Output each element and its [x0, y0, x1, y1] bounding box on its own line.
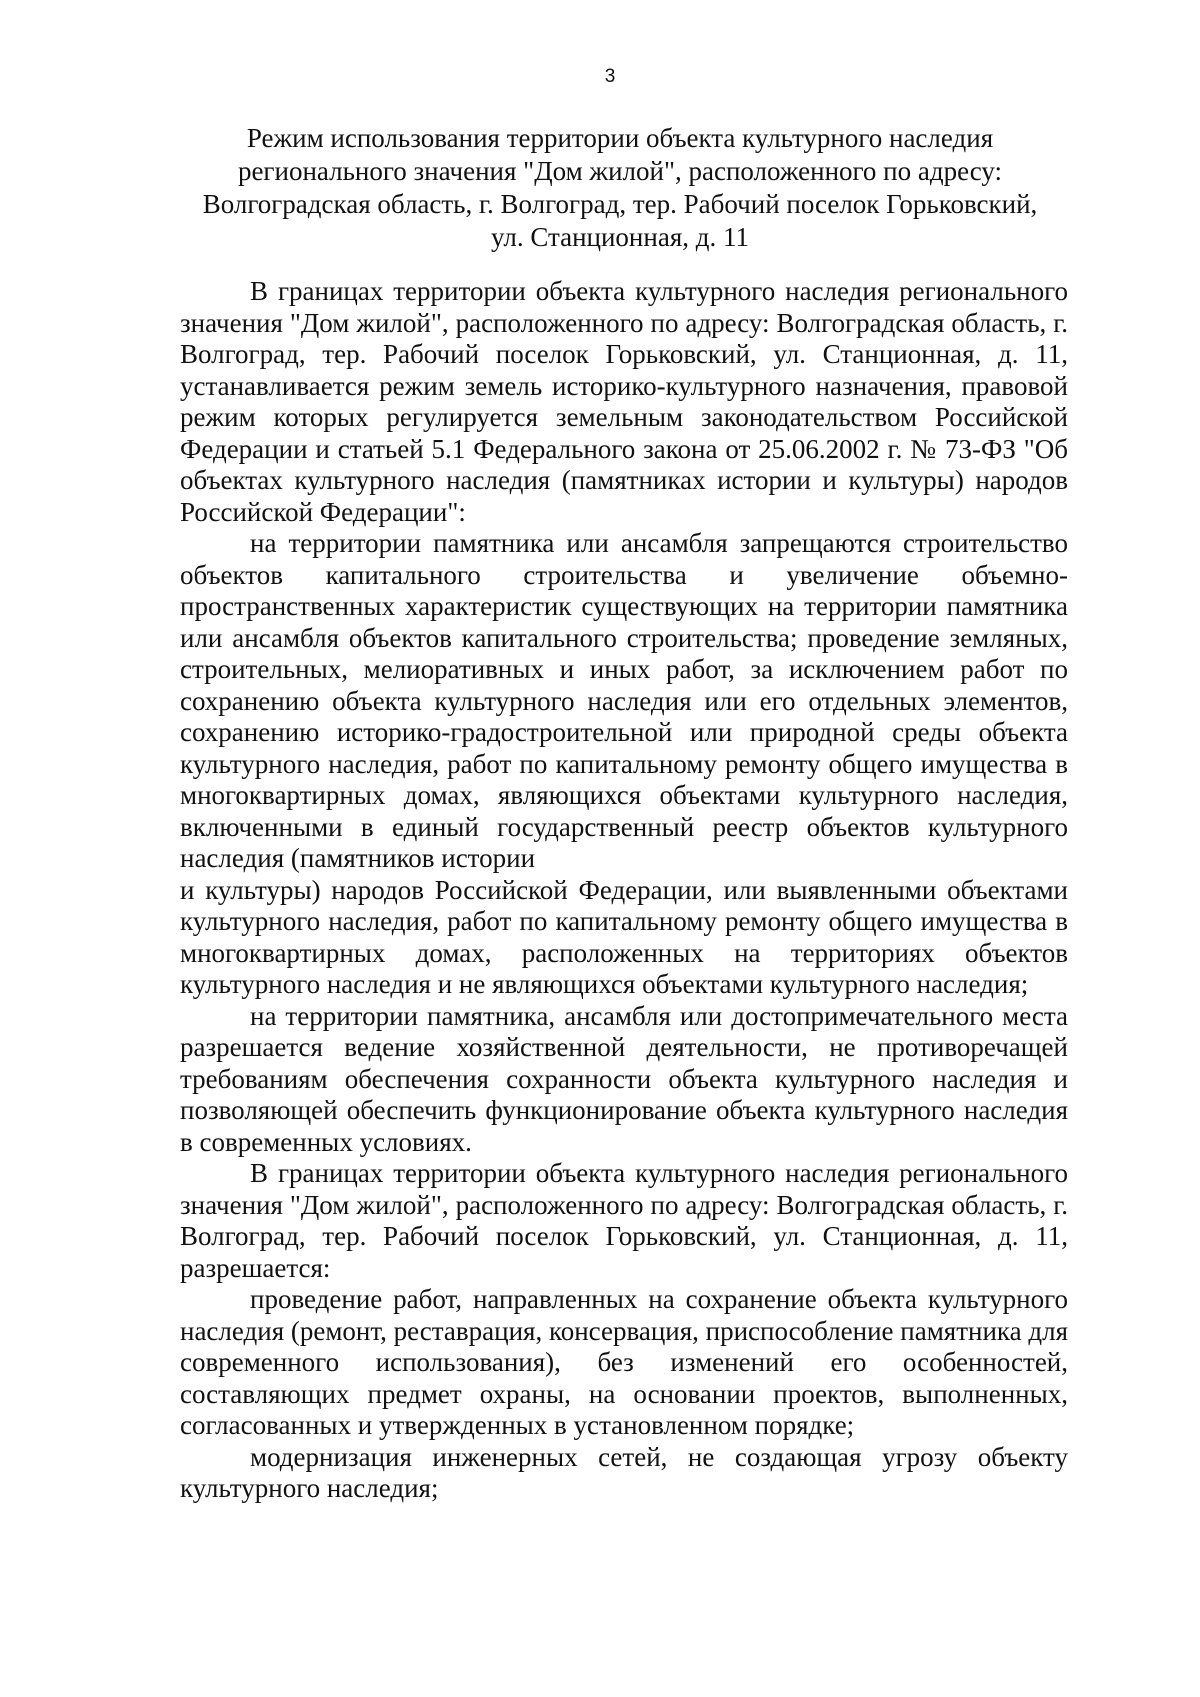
document-title — [190, 122, 1050, 254]
document-body — [180, 276, 1068, 1505]
title-line: Режим использования территории объекта культурного наследия — [246, 123, 994, 153]
paragraph-preservation-works: проведение работ, направленных на сохранение объекта культурного наследия (ремонт, реставрация, консервация, приспособление памятника для современного использования), без изменений его особенностей, составляющих предмет охраны, на основании проектов, выполненных, согласованных и утвержденных в установленном порядке; — [180, 1284, 1068, 1440]
title-line: регионального значения "Дом жилой", расположенного по адресу: — [237, 156, 1003, 186]
title-line: ул. Станционная, д. 11 — [491, 222, 749, 252]
paragraph-economic-activity: на территории памятника, ансамбля или достопримечательного места разрешается ведение хозяйственной деятельности, не противоречащей требованиям обеспечения сохранности объекта культурного наследия и позволяющей обеспечить функционирование объекта культурного наследия в современных условиях. — [180, 1000, 1068, 1157]
paragraph-prohibitions: на территории памятника или ансамбля запрещаются строительство объектов капитального строительства и увеличение объемно-пространственных характеристик существующих на территории памятника или ансамбля объектов капитального строительства; проведение земляных, строительных, мелиоративных и иных работ, за исключением работ по сохранению объекта культурного наследия или его отдельных элементов, сохранению историко-градостроительной или природной среды объекта культурного наследия, работ по капитальному ремонту общего имущества в многоквартирных домах, являющихся объектами культурного наследия, включенными в единый государственный реестр объектов культурного наследия (памятников истории — [180, 528, 1068, 873]
title-line: Волгоградская область, г. Волгоград, тер. Рабочий поселок Горьковский, — [202, 189, 1038, 219]
paragraph-land-regime: В границах территории объекта культурного наследия регионального значения "Дом жилой", расположенного по адресу: Волгоградская область, г. Волгоград, тер. Рабочий поселок Горьковский, ул. Станционная, д. 11, устанавливается режим земель историко-культурного назначения, правовой режим которых регулируется земельным законодательством Российской Федерации и статьей 5.1 Федерального закона от 25.06.2002 г. № 73-ФЗ "Об объектах культурного наследия (памятниках истории и культуры) народов Российской Федерации": — [180, 276, 1068, 527]
paragraph-network-modernization: модернизация инженерных сетей, не создающая угрозу объекту культурного наследия; — [180, 1441, 1068, 1503]
paragraph-permitted-intro: В границах территории объекта культурного наследия регионального значения "Дом жилой", расположенного по адресу: Волгоградская область, г. Волгоград, тер. Рабочий поселок Горьковский, ул. Станционная, д. 11, разрешается: — [180, 1158, 1068, 1283]
paragraph-prohibitions-continued: и культуры) народов Российской Федерации, или выявленными объектами культурного наследия, работ по капитальному ремонту общего имущества в многоквартирных домах, расположенных на территориях объектов культурного наследия и не являющихся объектами культурного наследия; — [180, 874, 1068, 999]
page-number: 3 — [604, 66, 616, 87]
